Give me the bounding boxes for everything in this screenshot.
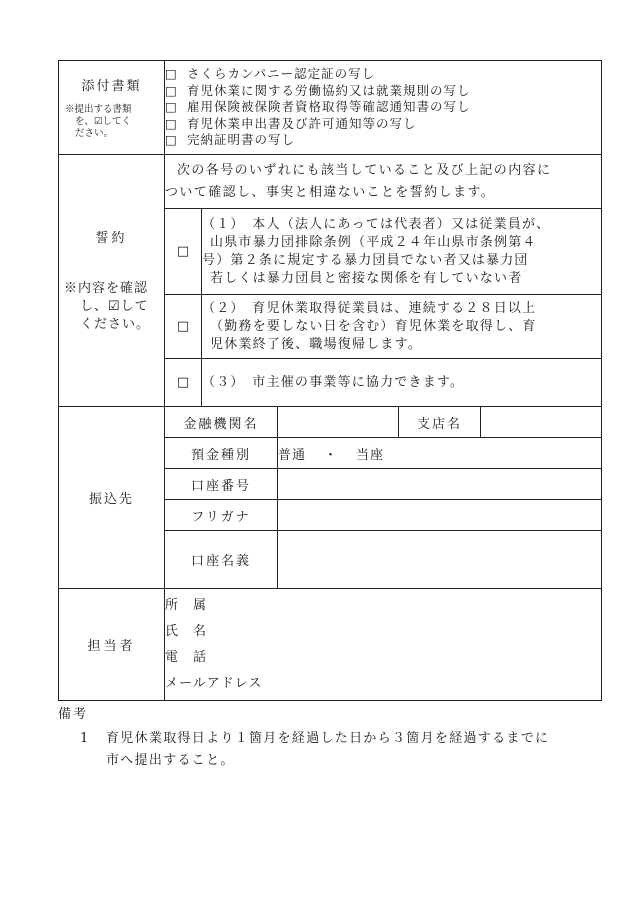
attachment-item: □ 育児休業に関する労働協約又は就業規則の写し — [165, 82, 471, 98]
contact-department[interactable]: 所 属 — [165, 597, 208, 613]
furigana-field[interactable] — [278, 500, 602, 531]
branch-field[interactable] — [481, 407, 602, 438]
deposit-option-ordinary[interactable]: 普通 — [278, 447, 307, 463]
bank-label-cell: 振込先 — [59, 407, 165, 589]
attachment-item: □ 雇用保険被保険者資格取得等確認通知書の写し — [165, 99, 471, 115]
pledge-clause-1: （１） 本人（法人にあっては代表者）又は従業員が、 山県市暴力団排除条例（平成２４年山県市条例第４ 号）第２条に規定する暴力団員でない者又は暴力団 若しくは暴力団員と密接な関係を有していない者 — [202, 209, 602, 295]
account-number-label: 口座番号 — [165, 469, 278, 500]
pledge-checkbox-3[interactable]: □ — [165, 359, 202, 407]
form-table — [58, 60, 602, 701]
checkbox-icon[interactable]: □ — [165, 82, 178, 98]
checkbox-icon[interactable]: □ — [165, 115, 178, 131]
furigana-label: フリガナ — [165, 500, 278, 531]
attachments-note: ※提出する書類 を、☑してく ださい。 — [65, 104, 132, 139]
contact-phone[interactable]: 電 話 — [165, 649, 208, 665]
attachments-label-cell — [59, 61, 165, 155]
account-number-field[interactable] — [278, 469, 602, 500]
account-holder-label: 口座名義 — [165, 531, 278, 589]
attachment-item: □ 育児休業申出書及び許可通知等の写し — [165, 115, 417, 131]
institution-label: 金融機関名 — [165, 407, 278, 438]
remarks — [58, 706, 603, 772]
contact-email[interactable]: メールアドレス — [165, 675, 263, 691]
deposit-option-current[interactable]: 当座 — [356, 447, 385, 463]
checkbox-icon[interactable]: □ — [165, 66, 178, 82]
contact-fields — [165, 589, 602, 701]
contact-label-cell: 担当者 — [59, 589, 165, 701]
pledge-label-cell — [59, 155, 165, 407]
attachments-title: 添付書類 — [81, 79, 142, 94]
application-form — [58, 60, 601, 701]
pledge-note: ※内容を確認 し、☑して ください。 — [64, 281, 151, 332]
checkbox-icon[interactable]: □ — [165, 99, 178, 115]
remarks-title: 備考 — [58, 707, 89, 722]
pledge-intro: 次の各号のいずれにも該当していること及び上記の内容に ついて確認し、事実と相違ないことを誓約します。 — [165, 155, 602, 209]
pledge-checkbox-2[interactable]: □ — [165, 295, 202, 359]
pledge-clause-2: （２） 育児休業取得従業員は、連続する２８日以上 （勤務を要しない日を含む）育児休業を取得し、育 児休業終了後、職場復帰します。 — [202, 295, 602, 359]
attachments-list — [165, 61, 602, 155]
remarks-number: 1 — [80, 731, 90, 746]
remarks-item: 1 育児休業取得日より１箇月を経過した日から３箇月を経過するまでに 市へ提出すること。 — [58, 728, 603, 772]
pledge-checkbox-1[interactable]: □ — [165, 209, 202, 295]
branch-label: 支店名 — [399, 407, 481, 438]
pledge-title: 誓約 — [95, 231, 128, 246]
deposit-type-field[interactable]: 普通 ・ 当座 — [278, 438, 602, 469]
account-holder-field[interactable] — [278, 531, 602, 589]
checkbox-icon[interactable]: □ — [165, 132, 178, 148]
contact-name[interactable]: 氏 名 — [165, 623, 208, 639]
deposit-type-label: 預金種別 — [165, 438, 278, 469]
institution-field[interactable] — [278, 407, 399, 438]
pledge-clause-3: （３） 市主催の事業等に協力できます。 — [202, 359, 602, 407]
attachment-item: □ さくらカンパニー認定証の写し — [165, 66, 376, 82]
attachment-item: □ 完納証明書の写し — [165, 132, 296, 148]
